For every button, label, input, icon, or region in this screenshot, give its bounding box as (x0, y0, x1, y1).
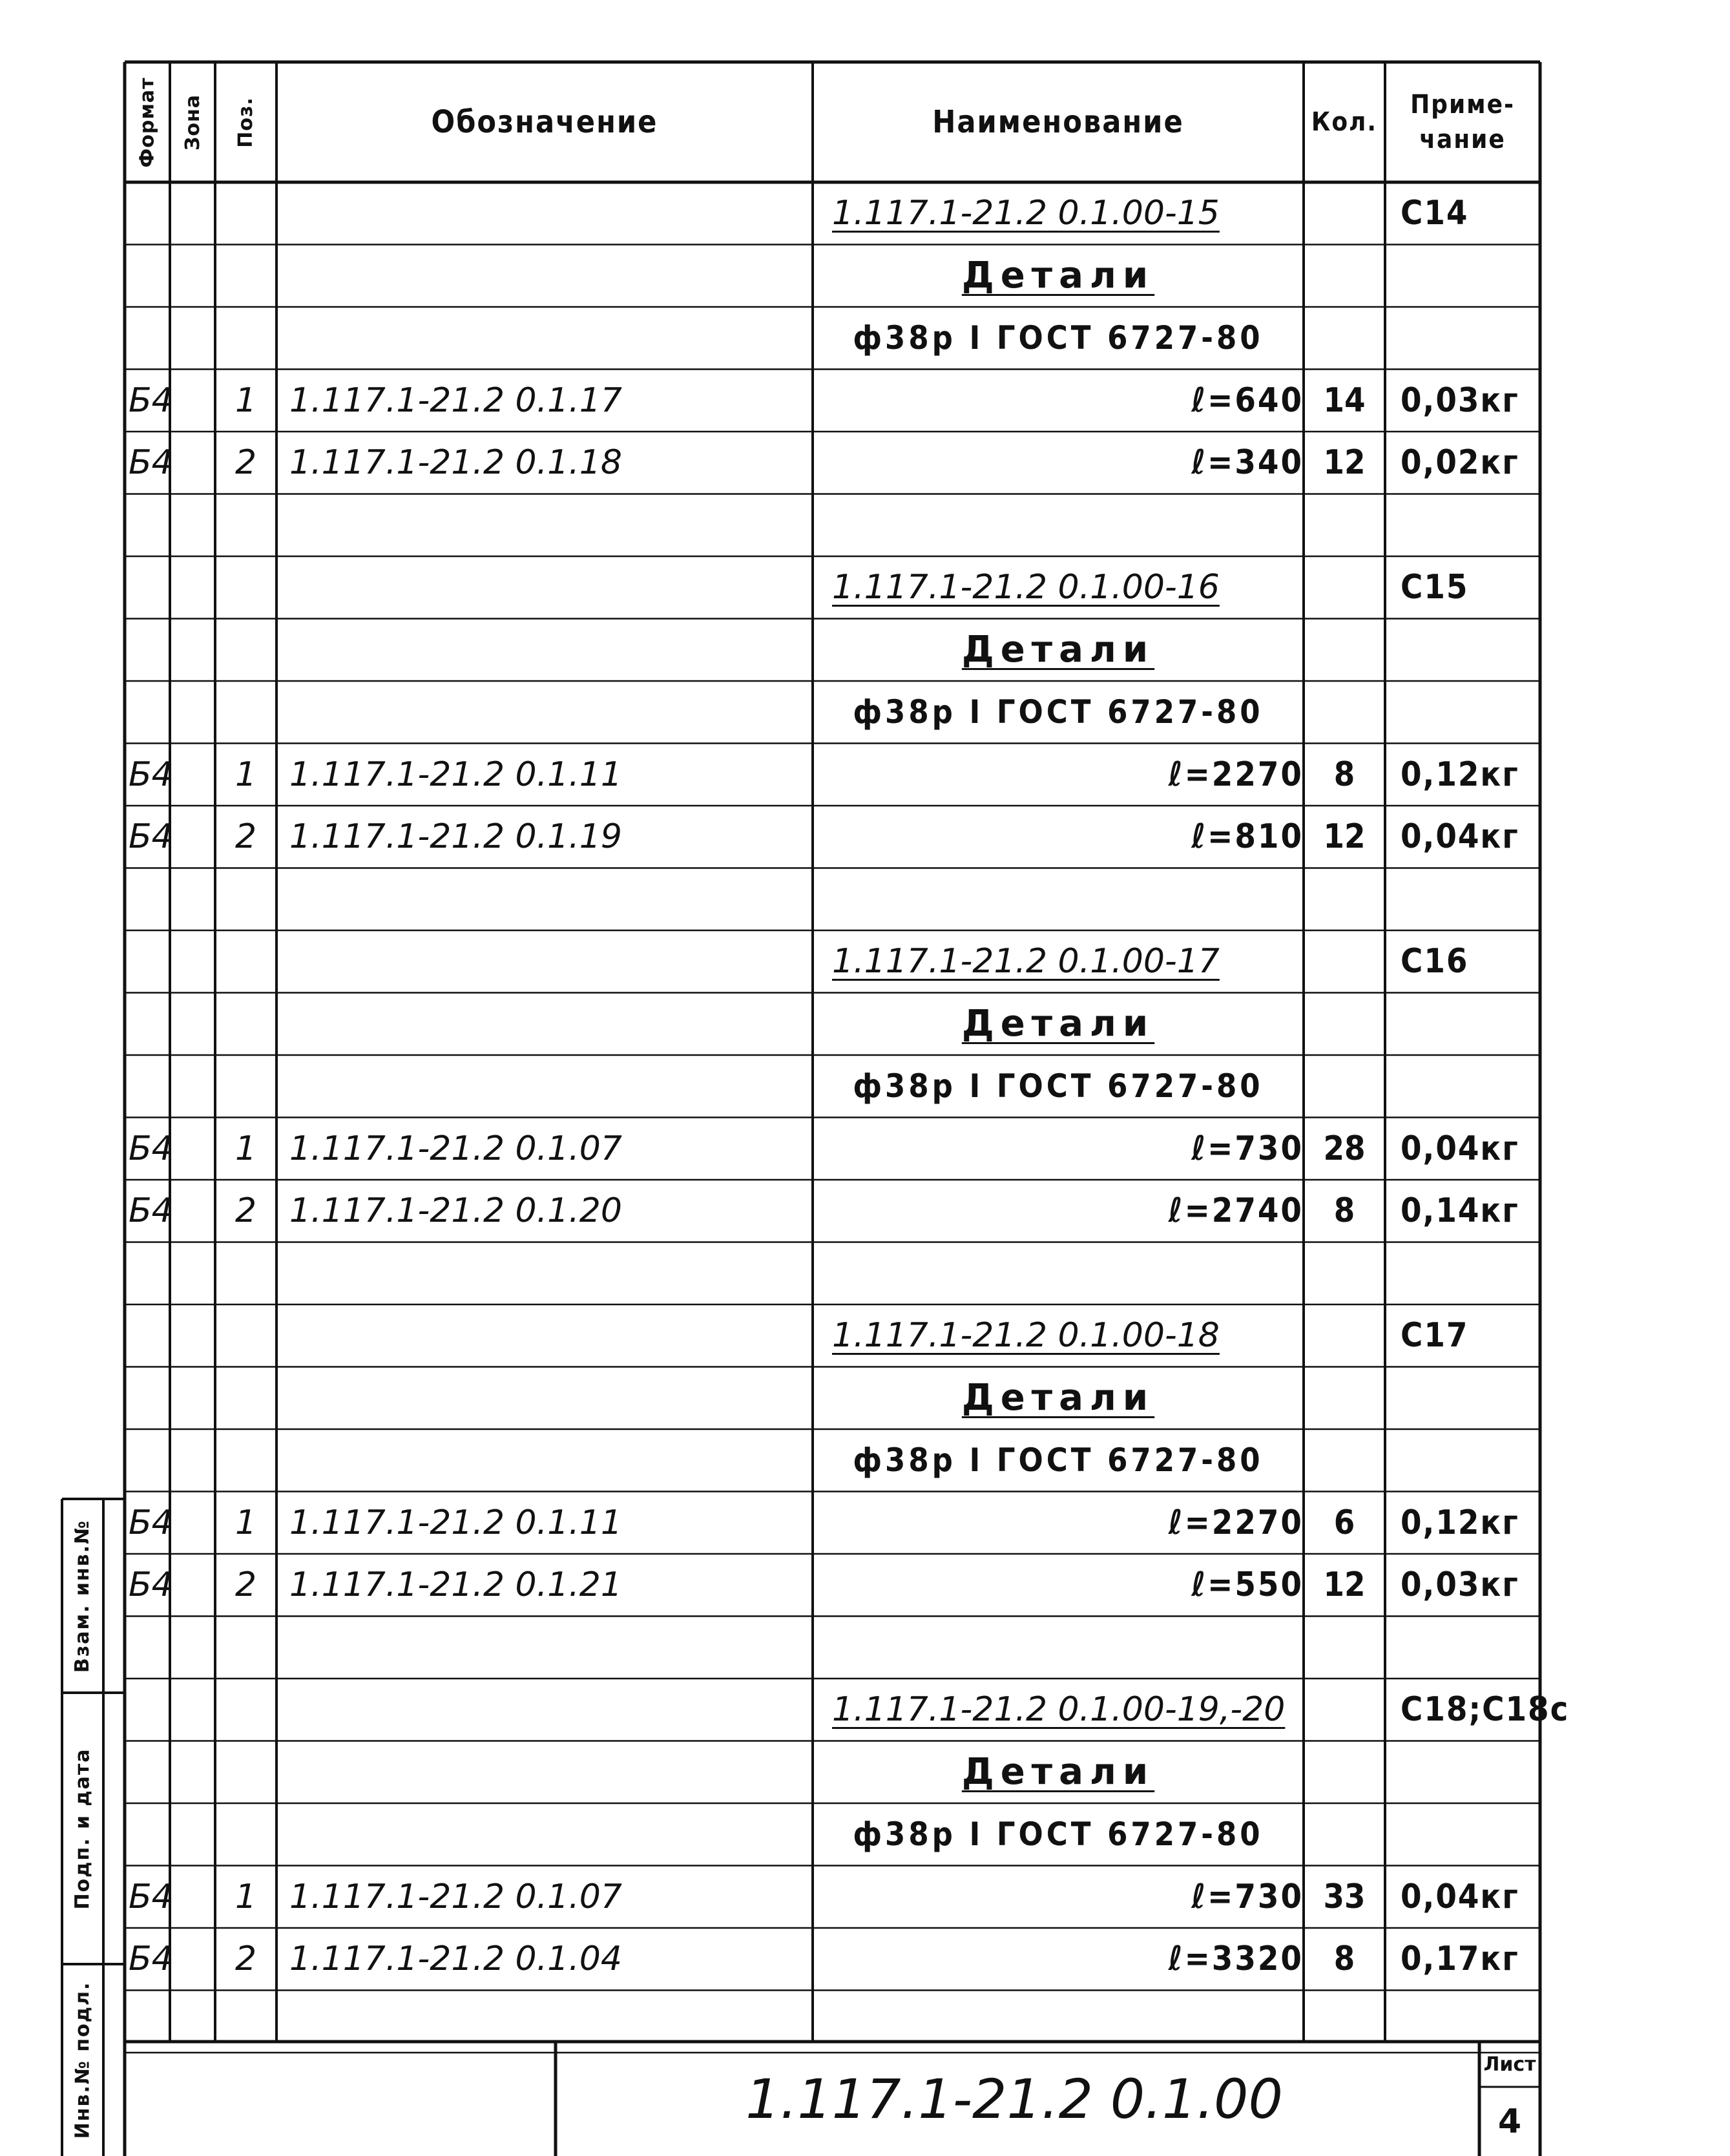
row-material: ф38р I ГОСТ 6727-80 (853, 1441, 1264, 1480)
row-note: 0,04кг (1401, 1877, 1519, 1916)
row-length: ℓ=810 (1191, 817, 1304, 857)
header-name: Наименование (932, 104, 1184, 140)
stamp-sheet-number: 4 (1497, 2102, 1522, 2141)
row-designation: 1.117.1-21.2 0.1.20 (289, 1191, 622, 1231)
row-section-title: Детали (961, 1003, 1155, 1045)
row-section-title: Детали (961, 1377, 1155, 1419)
header-position: Поз. (234, 96, 257, 148)
row-assembly-designation: 1.117.1-21.2 0.1.00-15 (832, 194, 1220, 233)
row-designation: 1.117.1-21.2 0.1.11 (289, 1503, 622, 1542)
row-quantity: 8 (1333, 755, 1355, 794)
row-quantity: 12 (1323, 1565, 1366, 1605)
header-quantity: Кол. (1311, 107, 1378, 137)
row-quantity: 12 (1323, 817, 1366, 857)
stamp-sheet-label: Лист (1483, 2053, 1536, 2076)
row-format: Б4 (129, 443, 173, 483)
row-length: ℓ=730 (1191, 1877, 1304, 1916)
row-length: ℓ=2270 (1168, 755, 1304, 794)
row-position: 2 (234, 443, 257, 483)
row-length: ℓ=2740 (1168, 1191, 1304, 1231)
row-designation: 1.117.1-21.2 0.1.07 (289, 1129, 622, 1168)
row-length: ℓ=640 (1191, 381, 1304, 420)
side-label-inv-original: Инв.№ подл. (71, 1981, 94, 2139)
row-length: ℓ=730 (1191, 1129, 1304, 1168)
row-assembly-designation: 1.117.1-21.2 0.1.00-16 (832, 568, 1220, 607)
row-quantity: 28 (1323, 1129, 1366, 1168)
row-assembly-designation: 1.117.1-21.2 0.1.00-18 (832, 1316, 1220, 1355)
row-format: Б4 (129, 1940, 173, 1979)
row-length: ℓ=340 (1191, 443, 1304, 483)
row-section-title: Детали (961, 1751, 1155, 1794)
row-note: 0,14кг (1401, 1191, 1519, 1231)
row-position: 2 (234, 1191, 257, 1231)
row-quantity: 8 (1333, 1191, 1355, 1231)
row-assembly-designation: 1.117.1-21.2 0.1.00-19,-20 (832, 1690, 1286, 1730)
header-zone: Зона (181, 94, 204, 151)
row-note: 0,17кг (1401, 1940, 1519, 1979)
row-length: ℓ=550 (1191, 1565, 1304, 1605)
row-designation: 1.117.1-21.2 0.1.19 (289, 817, 622, 857)
side-label-replace-inv: Взам. инв.№ (71, 1519, 94, 1673)
row-designation: 1.117.1-21.2 0.1.18 (289, 443, 622, 483)
row-quantity: 12 (1323, 443, 1366, 483)
row-material: ф38р I ГОСТ 6727-80 (853, 693, 1264, 731)
row-position: 1 (234, 1877, 257, 1916)
row-note: 0,12кг (1401, 1503, 1519, 1542)
row-assembly-note: С17 (1401, 1316, 1469, 1355)
row-note: 0,04кг (1401, 1129, 1519, 1168)
row-length: ℓ=3320 (1168, 1940, 1304, 1979)
row-designation: 1.117.1-21.2 0.1.04 (289, 1940, 622, 1979)
row-material: ф38р I ГОСТ 6727-80 (853, 319, 1264, 357)
row-quantity: 33 (1323, 1877, 1366, 1916)
row-designation: 1.117.1-21.2 0.1.17 (289, 381, 622, 420)
row-position: 1 (234, 1503, 257, 1542)
stamp-designation: 1.117.1-21.2 0.1.00 (745, 2067, 1283, 2131)
row-assembly-note: С14 (1401, 194, 1469, 233)
row-assembly-note: С16 (1401, 942, 1469, 981)
row-format: Б4 (129, 817, 173, 857)
row-quantity: 6 (1333, 1503, 1355, 1542)
row-note: 0,02кг (1401, 443, 1519, 483)
row-section-title: Детали (961, 629, 1155, 671)
row-assembly-note: С15 (1401, 568, 1469, 607)
row-format: Б4 (129, 1503, 173, 1542)
row-format: Б4 (129, 381, 173, 420)
row-note: 0,12кг (1401, 755, 1519, 794)
row-format: Б4 (129, 1565, 173, 1605)
row-assembly-designation: 1.117.1-21.2 0.1.00-17 (832, 942, 1220, 981)
row-format: Б4 (129, 1877, 173, 1916)
row-note: 0,03кг (1401, 381, 1519, 420)
row-format: Б4 (129, 755, 173, 794)
row-position: 2 (234, 1565, 257, 1605)
header-format: Формат (136, 77, 159, 167)
row-material: ф38р I ГОСТ 6727-80 (853, 1067, 1264, 1105)
header-note-line1: Приме- (1410, 90, 1515, 120)
header-designation: Обозначение (431, 104, 658, 140)
header-note-line2: чание (1419, 125, 1506, 154)
row-assembly-note: С18;С18с (1401, 1690, 1570, 1730)
row-note: 0,03кг (1401, 1565, 1519, 1605)
row-note: 0,04кг (1401, 817, 1519, 857)
side-label-sign-date: Подп. и дата (71, 1747, 94, 1910)
row-quantity: 8 (1333, 1940, 1355, 1979)
row-material: ф38р I ГОСТ 6727-80 (853, 1816, 1264, 1854)
row-format: Б4 (129, 1129, 173, 1168)
row-length: ℓ=2270 (1168, 1503, 1304, 1542)
row-position: 2 (234, 817, 257, 857)
row-position: 1 (234, 755, 257, 794)
row-quantity: 14 (1323, 381, 1366, 420)
header-note (1385, 62, 1540, 182)
row-position: 1 (234, 1129, 257, 1168)
row-designation: 1.117.1-21.2 0.1.07 (289, 1877, 622, 1916)
row-position: 1 (234, 381, 257, 420)
row-designation: 1.117.1-21.2 0.1.21 (289, 1565, 622, 1605)
row-position: 2 (234, 1940, 257, 1979)
row-designation: 1.117.1-21.2 0.1.11 (289, 755, 622, 794)
row-format: Б4 (129, 1191, 173, 1231)
row-section-title: Детали (961, 255, 1155, 297)
